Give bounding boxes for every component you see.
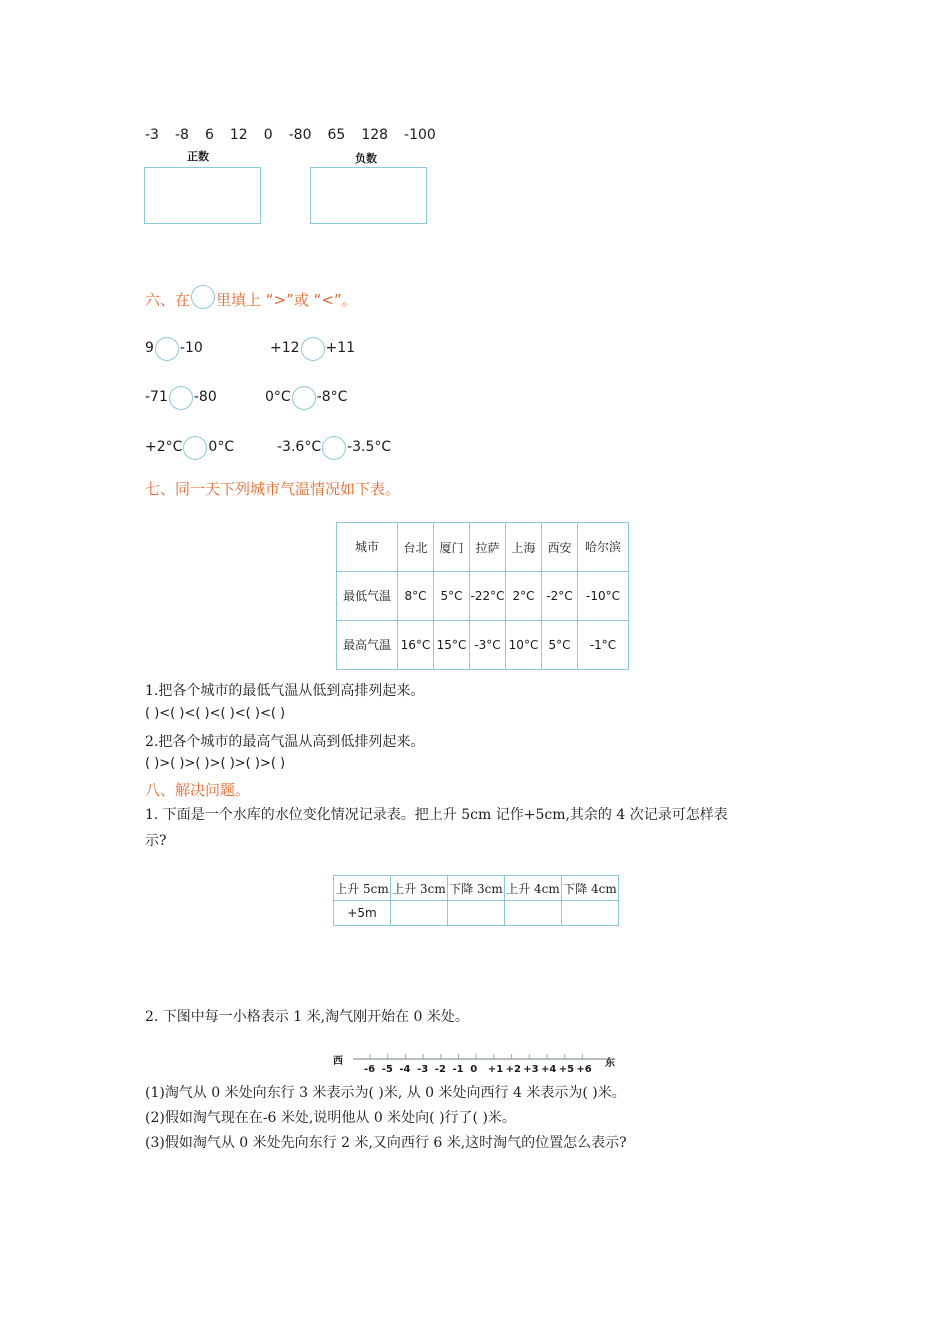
- axis-tick-label: +1: [487, 1064, 504, 1075]
- answer-7-2[interactable]: ( )>( )>( )>( )>( )>( ): [145, 756, 286, 771]
- table-input-cell[interactable]: [505, 901, 562, 926]
- table-input-cell[interactable]: [562, 901, 619, 926]
- axis-tick-label: +2: [505, 1064, 521, 1075]
- number-item: 6: [204, 127, 214, 143]
- axis-tick-label: 0: [470, 1064, 478, 1075]
- question-8-2-2: (2)假如淘气现在在-6 米处,说明他从 0 米处向( )行了( )米。: [145, 1110, 516, 1126]
- compare-item: [265, 386, 347, 410]
- number-item: 0: [263, 127, 273, 143]
- table-cell: 5°C: [434, 572, 470, 621]
- axis-tick-label: -2: [434, 1064, 446, 1075]
- compare-left: -71: [145, 389, 168, 405]
- table-row-label: 最低气温: [337, 572, 398, 621]
- water-level-table: [333, 875, 619, 926]
- compare-left: +2°C: [145, 439, 183, 455]
- table-row: [337, 523, 629, 572]
- table-cell: -2°C: [542, 572, 578, 621]
- table-header-cell: 台北: [398, 523, 434, 572]
- table-cell: -3°C: [470, 621, 506, 670]
- table-header-cell: 城市: [337, 523, 398, 572]
- question-8-1-line2: 示?: [145, 833, 167, 849]
- table-header-cell: 哈尔滨: [578, 523, 629, 572]
- table-header-cell: 上升 4cm: [505, 876, 562, 901]
- compare-left: -3.6°C: [277, 439, 322, 455]
- compare-right: -3.5°C: [347, 439, 392, 455]
- number-axis: [333, 1050, 623, 1080]
- negative-answer-box[interactable]: [310, 167, 427, 224]
- compare-left: 9: [145, 340, 154, 356]
- table-cell: 2°C: [506, 572, 542, 621]
- question-7-1: 1.把各个城市的最低气温从低到高排列起来。: [145, 683, 425, 699]
- table-header-cell: 西安: [542, 523, 578, 572]
- number-item: -8: [174, 127, 189, 143]
- compare-circle-input[interactable]: [292, 386, 316, 410]
- compare-right: -10: [179, 340, 203, 356]
- table-header-cell: 下降 4cm: [562, 876, 619, 901]
- compare-item: [145, 337, 203, 361]
- compare-left: +12: [270, 340, 300, 356]
- answer-7-1[interactable]: ( )<( )<( )<( )<( )<( ): [145, 706, 286, 721]
- table-input-cell[interactable]: [391, 901, 448, 926]
- axis-tick-label: +5: [558, 1064, 575, 1075]
- compare-circle-input[interactable]: [322, 436, 346, 460]
- question-8-2-3: (3)假如淘气从 0 米处先向东行 2 米,又向西行 6 米,这时淘气的位置怎么表示?: [145, 1135, 627, 1151]
- axis-tick-label: -1: [452, 1064, 464, 1075]
- positive-box-label: 正数: [187, 150, 209, 163]
- number-item: 65: [327, 127, 346, 143]
- table-row: [337, 621, 629, 670]
- compare-circle-icon: [191, 285, 215, 309]
- number-item: -80: [288, 127, 312, 143]
- table-row: [337, 572, 629, 621]
- number-item: 12: [229, 127, 248, 143]
- table-cell: -10°C: [578, 572, 629, 621]
- table-cell: +5m: [334, 901, 391, 926]
- table-cell: 16°C: [398, 621, 434, 670]
- compare-item: [277, 436, 391, 460]
- table-cell: 10°C: [506, 621, 542, 670]
- temperature-table: [336, 522, 629, 670]
- axis-tick-label: +4: [541, 1064, 557, 1075]
- table-cell: 15°C: [434, 621, 470, 670]
- axis-tick-label: -6: [364, 1064, 376, 1075]
- compare-circle-input[interactable]: [155, 337, 179, 361]
- compare-right: -80: [193, 389, 217, 405]
- compare-item: [145, 386, 217, 410]
- question-8-2-1: (1)淘气从 0 米处向东行 3 米表示为( )米, 从 0 米处向西行 4 米表示为( )米。: [145, 1085, 626, 1101]
- question-8-2: 2. 下图中每一小格表示 1 米,淘气刚开始在 0 米处。: [145, 1009, 469, 1025]
- negative-box-label: 负数: [355, 152, 377, 165]
- table-header-cell: 厦门: [434, 523, 470, 572]
- compare-right: 0°C: [208, 439, 235, 455]
- section6-title-part2: 里填上 “>”或 “<”。: [216, 291, 357, 309]
- table-cell: 8°C: [398, 572, 434, 621]
- section8-title: 八、解决问题。: [145, 781, 251, 799]
- compare-circle-input[interactable]: [169, 386, 193, 410]
- section6-title-part1: 六、在: [145, 291, 191, 309]
- table-header-cell: 拉萨: [470, 523, 506, 572]
- table-cell: 5°C: [542, 621, 578, 670]
- compare-item: [270, 337, 355, 361]
- table-row: [334, 901, 619, 926]
- question-7-2: 2.把各个城市的最高气温从高到低排列起来。: [145, 734, 425, 750]
- number-list: [145, 127, 452, 143]
- table-input-cell[interactable]: [448, 901, 505, 926]
- section6-title: [145, 285, 357, 310]
- table-header-cell: 上升 5cm: [334, 876, 391, 901]
- table-cell: -22°C: [470, 572, 506, 621]
- table-cell: -1°C: [578, 621, 629, 670]
- axis-tick-label: -4: [399, 1064, 411, 1075]
- number-item: -100: [404, 127, 436, 143]
- east-label: 东: [605, 1058, 615, 1069]
- table-header-cell: 上海: [506, 523, 542, 572]
- axis-tick-label: -5: [381, 1064, 393, 1075]
- compare-left: 0°C: [265, 389, 291, 405]
- table-row-label: 最高气温: [337, 621, 398, 670]
- compare-right: +11: [325, 340, 356, 356]
- question-8-1-line1: 1. 下面是一个水库的水位变化情况记录表。把上升 5cm 记作+5cm,其余的 4 次记录可怎样表: [145, 807, 728, 823]
- table-header-cell: 下降 3cm: [448, 876, 505, 901]
- table-row: [334, 876, 619, 901]
- number-item: -3: [145, 127, 159, 143]
- section7-title: 七、同一天下列城市气温情况如下表。: [145, 480, 401, 498]
- positive-answer-box[interactable]: [144, 167, 261, 224]
- compare-circle-input[interactable]: [301, 337, 325, 361]
- compare-item: [145, 436, 234, 460]
- axis-tick-label: -3: [417, 1064, 429, 1075]
- number-item: 128: [361, 127, 389, 143]
- compare-circle-input[interactable]: [183, 436, 207, 460]
- west-label: 西: [333, 1056, 343, 1067]
- compare-right: -8°C: [316, 389, 348, 405]
- axis-tick-label: +6: [576, 1064, 592, 1075]
- table-header-cell: 上升 3cm: [391, 876, 448, 901]
- axis-tick-label: +3: [523, 1064, 539, 1075]
